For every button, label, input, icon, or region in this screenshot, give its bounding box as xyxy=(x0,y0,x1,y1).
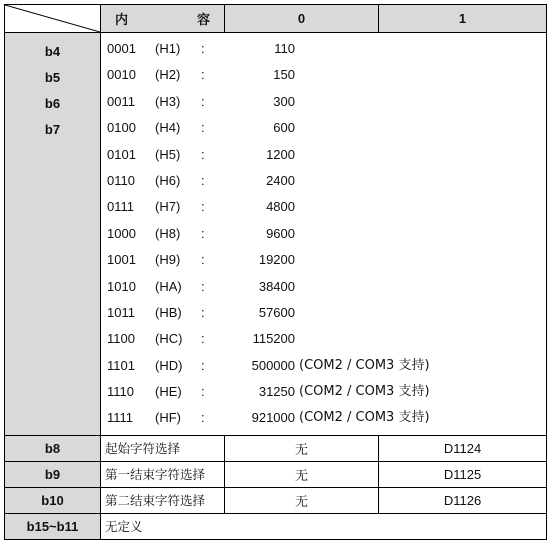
baud-code: 0100 xyxy=(107,120,136,136)
baud-code: 0011 xyxy=(107,93,135,109)
bit-label: b9 xyxy=(5,461,101,487)
list-item xyxy=(101,115,546,141)
baud-colon: : xyxy=(201,410,205,426)
list-item xyxy=(101,379,546,405)
baud-colon: : xyxy=(201,278,205,294)
baud-code: 1100 xyxy=(107,331,135,347)
baud-note: (COM2 / COM3 支持) xyxy=(299,384,430,400)
list-item xyxy=(101,221,546,247)
baud-hex: (H6) xyxy=(155,172,181,188)
diagonal-line xyxy=(5,5,100,32)
value-1: D1125 xyxy=(379,461,547,487)
baud-colon: : xyxy=(201,331,205,347)
baud-code: 1010 xyxy=(107,278,136,294)
header-col-1: 1 xyxy=(379,5,547,33)
baud-colon: : xyxy=(201,252,205,268)
baud-rate-value: 921000 xyxy=(251,410,295,426)
bit-label: b5 xyxy=(44,70,61,85)
baud-code: 1110 xyxy=(107,384,134,400)
list-item xyxy=(101,405,546,431)
baud-colon: : xyxy=(201,384,205,400)
bit-label: b10 xyxy=(5,487,101,513)
baud-code: 1000 xyxy=(107,225,136,241)
list-item xyxy=(101,36,546,62)
bit-label: b4 xyxy=(44,44,61,59)
baud-hex: (H5) xyxy=(155,146,181,162)
baud-colon: : xyxy=(201,225,205,241)
baud-rate-value: 38400 xyxy=(258,278,295,294)
bit-label: b8 xyxy=(5,435,101,461)
table-row-b9 xyxy=(5,461,547,487)
baud-hex: (H4) xyxy=(155,120,181,136)
baud-rate-value: 19200 xyxy=(258,252,295,268)
table-row-b8 xyxy=(5,435,547,461)
baud-code: 1001 xyxy=(107,252,136,268)
value-1: D1124 xyxy=(379,435,547,461)
baud-rate-value: 115200 xyxy=(252,331,295,347)
row-description: 起始字符选择 xyxy=(101,435,225,461)
list-item xyxy=(101,89,546,115)
value-0: 无 xyxy=(225,435,379,461)
baud-colon: : xyxy=(201,146,205,162)
baud-colon: : xyxy=(201,120,205,136)
baud-note: (COM2 / COM3 支持) xyxy=(299,410,430,426)
baud-hex: (HA) xyxy=(155,278,182,294)
baud-hex: (H3) xyxy=(155,93,181,109)
list-item xyxy=(101,274,546,300)
baud-rate-value: 4800 xyxy=(266,199,295,215)
baud-colon: : xyxy=(201,172,205,188)
bit-label: b6 xyxy=(44,96,61,111)
row-description: 第一结束字符选择 xyxy=(101,461,225,487)
baud-rate-value: 500000 xyxy=(251,357,295,373)
baud-code: 0110 xyxy=(107,172,135,188)
list-item xyxy=(101,168,546,194)
baud-hex: (H9) xyxy=(155,252,181,268)
baud-hex: (HE) xyxy=(155,384,182,400)
baud-hex: (H7) xyxy=(155,199,181,215)
list-item xyxy=(101,62,546,88)
baud-hex: (H8) xyxy=(155,225,181,241)
baud-code: 0111 xyxy=(107,199,134,215)
list-item xyxy=(101,353,546,379)
list-item xyxy=(101,247,546,273)
baud-hex: (HB) xyxy=(155,304,182,320)
baud-rate-list xyxy=(101,33,547,436)
baud-colon: : xyxy=(201,199,205,215)
table-row-b10 xyxy=(5,487,547,513)
baud-colon: : xyxy=(201,67,205,83)
header-content-left: 内 xyxy=(115,13,129,28)
bit-definition-table xyxy=(4,4,547,540)
diagonal-corner-cell xyxy=(5,5,101,33)
baud-colon: : xyxy=(201,93,205,109)
baud-rate-value: 57600 xyxy=(258,304,295,320)
baud-rate-value: 9600 xyxy=(266,225,295,241)
value-1: D1126 xyxy=(379,487,547,513)
baud-hex: (HD) xyxy=(155,357,183,373)
baud-rate-value: 1200 xyxy=(266,146,295,162)
baud-code: 0101 xyxy=(107,146,136,162)
baud-code: 1111 xyxy=(107,410,134,426)
list-item xyxy=(101,142,546,168)
baud-rate-value: 2400 xyxy=(266,172,295,188)
baud-hex: (HC) xyxy=(155,331,183,347)
baud-rate-value: 600 xyxy=(273,120,295,136)
baud-rate-value: 31250 xyxy=(258,384,295,400)
baud-rate-value: 110 xyxy=(274,41,295,56)
table-row-b15-b11 xyxy=(5,513,547,539)
baud-rate-value: 150 xyxy=(273,67,295,83)
baud-rate-row xyxy=(5,33,547,436)
baud-colon: : xyxy=(201,41,205,56)
value-0: 无 xyxy=(225,487,379,513)
baud-rate-value: 300 xyxy=(273,93,295,109)
row-description: 无定义 xyxy=(101,513,547,539)
table-header-row xyxy=(5,5,547,33)
row-description: 第二结束字符选择 xyxy=(101,487,225,513)
baud-bit-cell xyxy=(5,33,101,436)
header-col-0: 0 xyxy=(225,5,379,33)
list-item xyxy=(101,194,546,220)
baud-hex: (H2) xyxy=(155,67,181,83)
baud-colon: : xyxy=(201,357,205,373)
baud-code: 1011 xyxy=(107,304,135,320)
header-content-right: 容 xyxy=(196,13,210,28)
baud-code: 1101 xyxy=(107,357,135,373)
header-content xyxy=(101,5,225,33)
list-item xyxy=(101,326,546,352)
baud-colon: : xyxy=(201,304,205,320)
baud-code: 0010 xyxy=(107,67,136,83)
baud-code: 0001 xyxy=(107,41,136,56)
bit-label: b7 xyxy=(44,122,61,137)
list-item xyxy=(101,300,546,326)
baud-hex: (H1) xyxy=(155,41,181,56)
baud-hex: (HF) xyxy=(155,410,181,426)
baud-note: (COM2 / COM3 支持) xyxy=(299,357,430,373)
bit-label: b15~b11 xyxy=(5,513,101,539)
value-0: 无 xyxy=(225,461,379,487)
